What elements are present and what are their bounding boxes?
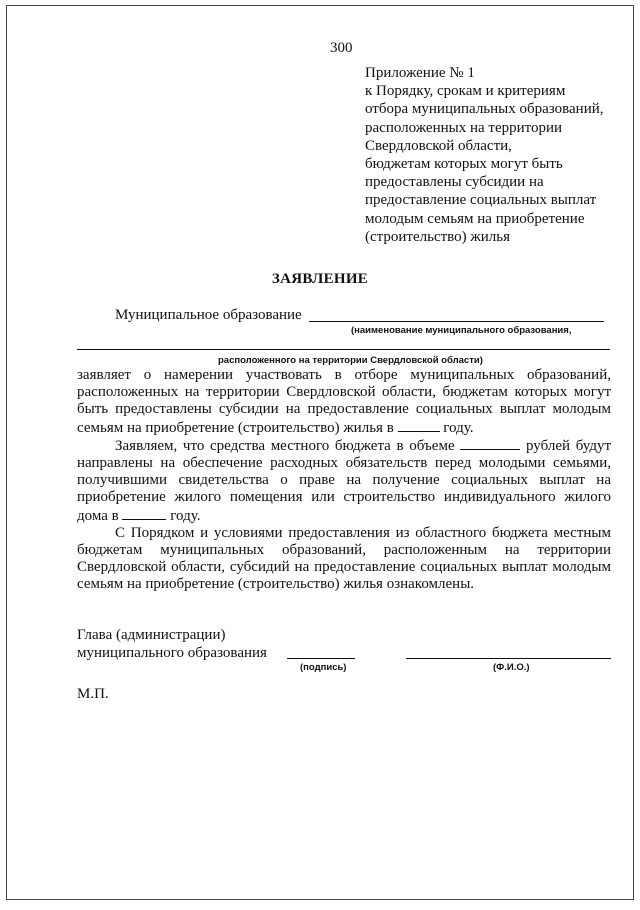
paragraph-budget-end: году. [170, 507, 201, 524]
appendix-line: Свердловской области, [365, 137, 512, 154]
appendix-line: молодым семьям на приобретение [365, 210, 585, 227]
paragraph-acknowledgement: С Порядком и условиями предоставления из областного бюджета местным бюджетам муниципальных образований, расположенным на территории Свердловской области, субсидий на предоставление социальных выплат молодым семьям на приобретение (строительство) жилья ознакомлены. [77, 524, 611, 593]
year-field[interactable] [398, 419, 440, 432]
paragraph-budget-text-2: рублей будут направлены на обеспечение расходных обязательств перед молодыми семьями, получившими свидетельства о праве на получение социальных выплат на приобретение жилого помещения или строительство индивидуального жилого дома в [77, 437, 612, 524]
page-number: 300 [330, 40, 353, 56]
year-field-2[interactable] [122, 507, 166, 520]
appendix-line: предоставлены субсидии на [365, 174, 544, 191]
appendix-line: к Порядку, срокам и критериям [365, 83, 566, 100]
amount-field[interactable] [460, 437, 520, 450]
appendix-header [365, 64, 625, 246]
signatory-title-2: муниципального образования [77, 645, 267, 661]
signature-caption: (подпись) [300, 662, 347, 673]
appendix-line: бюджетам которых могут быть [365, 156, 563, 173]
municipality-name-field-continued[interactable] [77, 349, 610, 350]
appendix-line: отбора муниципальных образований, [365, 101, 604, 118]
paragraph-intent-text: заявляет о намерении участвовать в отборе муниципальных образований, расположенных на территории Свердловской области, бюджетам которых могут быть предоставлены субсидии на предоставление социальных выплат молодым семьям на приобретение (строительство) жилья в [77, 367, 611, 436]
paragraph-budget [77, 437, 611, 525]
appendix-line: (строительство) жилья [365, 228, 511, 245]
document-title: ЗАЯВЛЕНИЕ [271, 271, 369, 287]
full-name-caption: (Ф.И.О.) [493, 662, 530, 673]
paragraph-intent [77, 367, 611, 437]
appendix-line: Приложение № 1 [365, 65, 475, 81]
signature-field[interactable] [287, 658, 355, 659]
signatory-title: Глава (администрации) [77, 627, 226, 643]
document-page [6, 5, 634, 900]
statement-body [77, 367, 611, 594]
municipality-caption-2: расположенного на территории Свердловской области) [218, 355, 483, 366]
municipality-label: Муниципальное образование [115, 307, 302, 323]
appendix-line: предоставление социальных выплат [365, 192, 597, 209]
full-name-field[interactable] [406, 658, 611, 659]
stamp-place: М.П. [77, 686, 109, 702]
municipality-caption-1: (наименование муниципального образования, [351, 325, 572, 336]
appendix-line: расположенных на территории [365, 119, 563, 136]
paragraph-budget-text: Заявляем, что средства местного бюджета в объеме [115, 437, 455, 454]
municipality-name-field[interactable] [309, 321, 604, 322]
paragraph-intent-end: году. [443, 419, 474, 436]
